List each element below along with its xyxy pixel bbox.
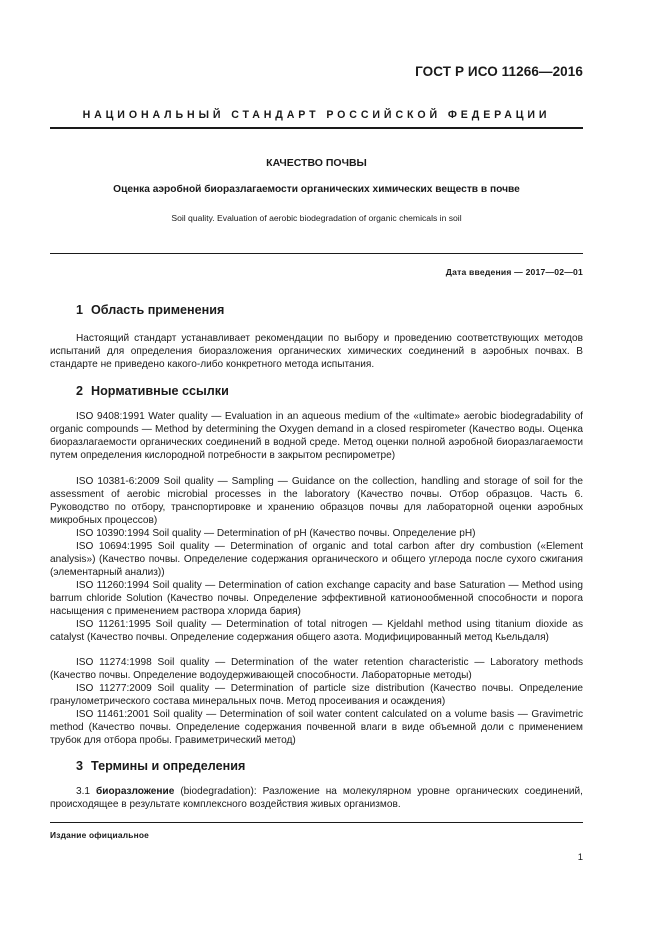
section-number: 3 (76, 759, 84, 773)
document-subtitle-ru: Оценка аэробной биоразлагаемости органических химических веществ в почве (113, 184, 520, 195)
reference-item: ISO 11274:1998 Soil quality — Determination of the water retention characteristic — Laboratory methods (Качество почвы. Определение водоудерживающей способности. Лабораторные методы) (50, 657, 583, 681)
document-title: КАЧЕСТВО ПОЧВЫ (266, 157, 367, 169)
official-edition-label: Издание официальное (50, 830, 149, 840)
section-number: 1 (76, 303, 84, 317)
section-title: Нормативные ссылки (91, 384, 229, 398)
term-text: (biodegradation): Разложение на молекулярном уровне органических соединений, происходящее в результате комплексного воздействия живых организмов. (50, 786, 583, 810)
section-1-text: Настоящий стандарт устанавливает рекомендации по выбору и проведению соответствующих методов испытаний для определения биоразложения органических химических соединений в аэробных почвах. В стандарте не приведено какого-либо конкретного метода испытания. (50, 333, 583, 370)
section-2-heading (76, 384, 229, 398)
reference-item: ISO 10381-6:2009 Soil quality — Sampling — Guidance on the collection, handling and storage of soil for the assessment of aerobic microbial processes in the laboratory (Качество почвы. Отбор образцов. Часть 6. Руководство по отбору, транспортировке и хранению образцов почвы для лабораторной оценки аэробных микробных процессов) (50, 476, 583, 526)
title-rule (50, 253, 583, 254)
national-standard-heading: НАЦИОНАЛЬНЫЙ СТАНДАРТ РОССИЙСКОЙ ФЕДЕРАЦИИ (82, 109, 551, 121)
reference-item: ISO 9408:1991 Water quality — Evaluation in an aqueous medium of the «ultimate» aerobic biodegradability of organic compounds — Method by determining the Oxygen demand in a closed respirometer (Качество воды. Оценка биоразлагаемости органических соединений в водной среде. Метод оценки полной аэробной биоразлагаемости путем определения кислородной потребности в закрытом респирометре) (50, 411, 583, 461)
standard-number: ГОСТ Р ИСО 11266—2016 (415, 64, 583, 79)
section-number: 2 (76, 384, 84, 398)
reference-item: ISO 10390:1994 Soil quality — Determination of pH (Качество почвы. Определение pH) (76, 528, 476, 539)
section-3-heading (76, 759, 245, 773)
term-number: 3.1 (76, 786, 91, 797)
term-name: биоразложение (96, 786, 175, 797)
document-subtitle-en: Soil quality. Evaluation of aerobic biodegradation of organic chemicals in soil (171, 213, 462, 223)
section-title: Термины и определения (91, 759, 246, 773)
reference-item: ISO 11461:2001 Soil quality — Determination of soil water content calculated on a volume basis — Gravimetric method (Качество почвы. Определение содержания почвенной влаги в виде объемной доли с применением трубок для отбора пробы. Гравиметрический метод) (50, 709, 583, 746)
reference-item: ISO 10694:1995 Soil quality — Determination of organic and total carbon after dry combustion («Element analysis») (Качество почвы. Определение содержания органического и общего углерода после сухого сжигания (элементарный анализ)) (50, 541, 583, 578)
section-1-heading (76, 303, 224, 317)
term-definition (50, 786, 583, 812)
reference-item: ISO 11260:1994 Soil quality — Determination of cation exchange capacity and base Saturation — Method using barrum chloride Solution (Качество почвы. Определение эффективной катионообменной способности и порога насыщения с применением раствора хлорида бария) (50, 580, 583, 617)
introduction-date: Дата введения — 2017—02—01 (445, 267, 583, 277)
header-rule (50, 127, 583, 129)
reference-item: ISO 11277:2009 Soil quality — Determination of particle size distribution (Качество почвы. Определение гранулометрического состава минеральных почв. Метод просеивания и осаждения) (50, 683, 583, 707)
footer-rule (50, 822, 583, 823)
page-number: 1 (577, 852, 583, 863)
section-title: Область применения (91, 303, 225, 317)
reference-item: ISO 11261:1995 Soil quality — Determination of total nitrogen — Kjeldahl method using titanium dioxide as catalyst (Качество почвы. Определение содержания общего азота. Модифицированный метод Кьельдаля) (50, 619, 583, 643)
